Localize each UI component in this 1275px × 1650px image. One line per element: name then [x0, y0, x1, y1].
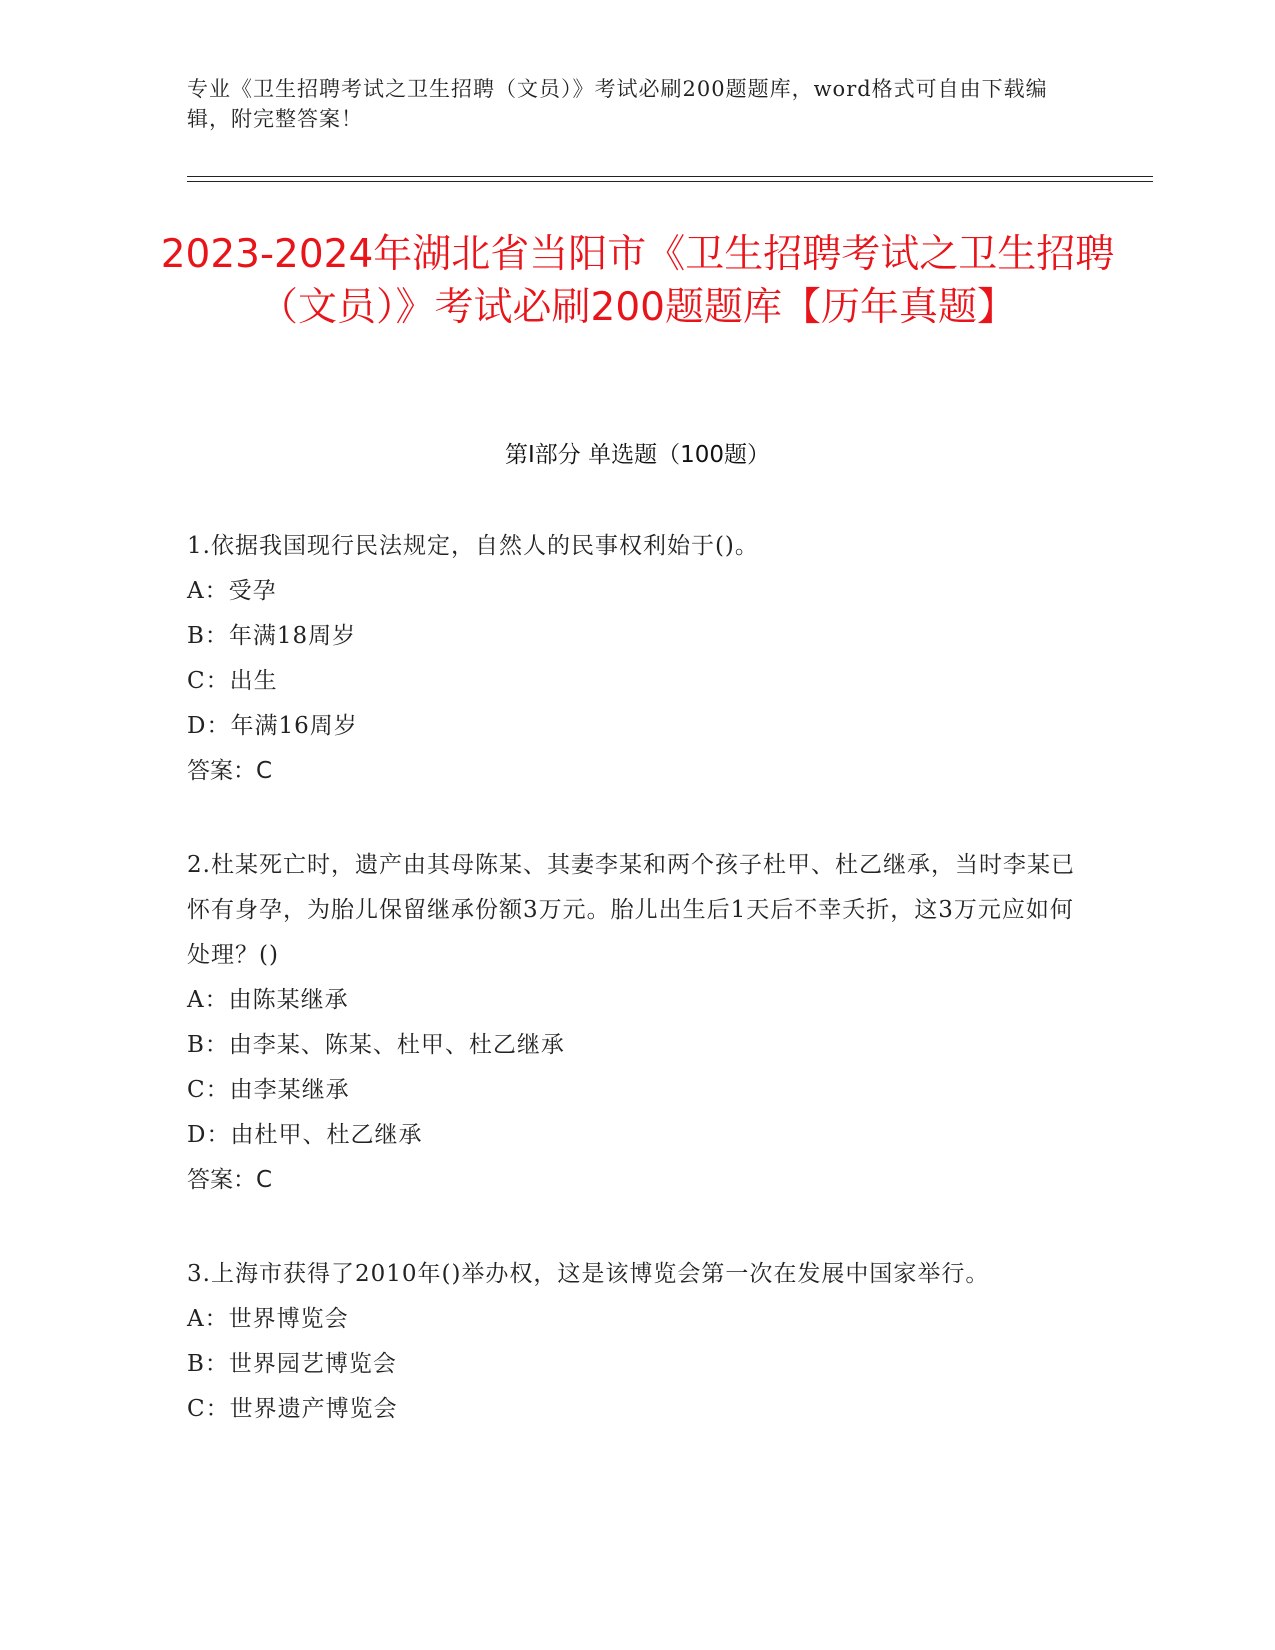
header-intro: 专业《卫生招聘考试之卫生招聘（文员）》考试必刷200题题库，word格式可自由下载编辑，附完整答案！	[187, 77, 1048, 131]
option-d: D：由杜甲、杜乙继承	[187, 1122, 423, 1148]
header-divider-top	[187, 176, 1153, 177]
option-a: A：世界博览会	[187, 1306, 349, 1332]
question-3	[187, 1252, 1087, 1432]
option-a: A：由陈某继承	[187, 987, 349, 1013]
question-2	[187, 843, 1087, 1203]
document-title: 2023-2024年湖北省当阳市《卫生招聘考试之卫生招聘（文员）》考试必刷200题题库【历年真题】	[160, 232, 1115, 330]
option-c: C：出生	[187, 668, 278, 694]
answer: 答案：C	[187, 1167, 273, 1193]
question-stem: 3.上海市获得了2010年()举办权，这是该博览会第一次在发展中国家举行。	[187, 1261, 990, 1287]
section-heading: 第Ⅰ部分 单选题（100题）	[505, 442, 770, 468]
answer: 答案：C	[187, 758, 273, 784]
option-c: C：由李某继承	[187, 1077, 350, 1103]
option-d: D：年满16周岁	[187, 713, 358, 739]
header-divider-bottom	[187, 181, 1153, 182]
option-b: B：年满18周岁	[187, 623, 357, 649]
option-c: C：世界遗产博览会	[187, 1396, 398, 1422]
question-stem: 1.依据我国现行民法规定，自然人的民事权利始于()。	[187, 533, 759, 559]
question-stem: 2.杜某死亡时，遗产由其母陈某、其妻李某和两个孩子杜甲、杜乙继承，当时李某已怀有身孕，为胎儿保留继承份额3万元。胎儿出生后1天后不幸夭折，这3万元应如何处理？()	[187, 852, 1075, 968]
option-b: B：世界园艺博览会	[187, 1351, 397, 1377]
option-b: B：由李某、陈某、杜甲、杜乙继承	[187, 1032, 565, 1058]
question-1	[187, 524, 1087, 794]
option-a: A：受孕	[187, 578, 277, 604]
